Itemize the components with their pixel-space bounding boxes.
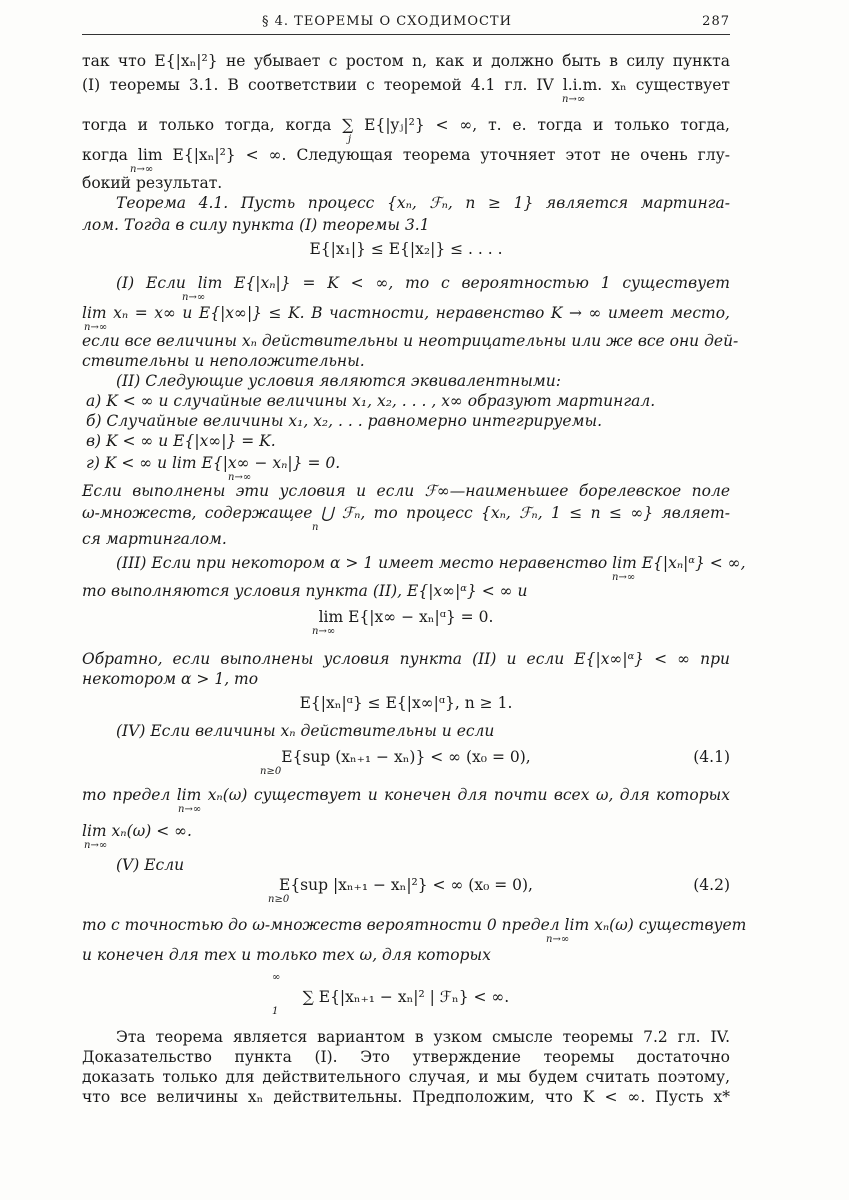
condition-a: а) K < ∞ и случайные величины x₁, x₂, . . . , x∞ образуют мартингал.: [86, 392, 656, 410]
text-line: доказать только для действительного случая, и мы будем считать поэтому,: [82, 1068, 730, 1086]
display-formula: E{sup (xₙ₊₁ − xₙ)} < ∞ (x₀ = 0),: [281, 748, 531, 766]
subscript: n→∞: [84, 322, 108, 333]
display-formula: ∑ E{|xₙ₊₁ − xₙ|² | ℱₙ} < ∞.: [302, 988, 510, 1006]
theorem-line: лом. Тогда в силу пункта (I) теоремы 3.1: [82, 216, 430, 234]
display-formula: E{|xₙ|ᵅ} ≤ E{|x∞|ᵅ}, n ≥ 1.: [299, 694, 513, 712]
text-line: бокий результат.: [82, 174, 223, 192]
section-title: § 4. ТЕОРЕМЫ О СХОДИМОСТИ: [262, 14, 512, 29]
theorem-line: то предел lim xₙ(ω) существует и конечен для почти всех ω, для которых: [82, 786, 730, 804]
subscript: n≥0: [268, 894, 290, 905]
theorem-line: (I) Если lim E{|xₙ|} = K < ∞, то с вероятностью 1 существует: [116, 274, 730, 292]
theorem-line: lim xₙ = x∞ и E{|x∞|} ≤ K. В частности, неравенство K → ∞ имеет место,: [82, 304, 730, 322]
text-line: так что E{|xₙ|²} не убывает с ростом n, как и должно быть в силу пункта: [82, 52, 730, 70]
condition-b: б) Случайные величины x₁, x₂, . . . равномерно интегрируемы.: [86, 412, 602, 430]
theorem-line: и конечен для тех и только тех ω, для которых: [82, 946, 491, 964]
subscript: j: [348, 134, 352, 145]
page-number: 287: [702, 14, 730, 29]
display-formula: E{|x₁|} ≤ E{|x₂|} ≤ . . . .: [309, 240, 503, 258]
theorem-line: то с точностью до ω-множеств вероятности 0 предел lim xₙ(ω) существует: [82, 916, 747, 934]
theorem-line: (V) Если: [116, 856, 185, 874]
book-page: [82, 10, 747, 1106]
display-formula: E{sup |xₙ₊₁ − xₙ|²} < ∞ (x₀ = 0),: [279, 876, 533, 894]
subscript: n≥0: [260, 766, 282, 777]
subscript: n: [312, 522, 319, 533]
subscript: n→∞: [182, 292, 206, 303]
condition-c: в) K < ∞ и E{|x∞|} = K.: [86, 432, 276, 450]
theorem-line: lim xₙ(ω) < ∞.: [82, 822, 192, 840]
subscript: n→∞: [312, 626, 336, 637]
subscript: ∞: [272, 972, 281, 983]
subscript: n→∞: [228, 472, 252, 483]
theorem-line: если все величины xₙ действительны и неотрицательны или же все они дей-: [82, 332, 739, 350]
subscript: n→∞: [562, 94, 586, 105]
condition-d: г) K < ∞ и lim E{|x∞ − xₙ|} = 0.: [86, 454, 341, 472]
equation-number: (4.2): [693, 876, 730, 894]
display-formula: lim E{|x∞ − xₙ|ᵅ} = 0.: [318, 608, 494, 626]
subscript: n→∞: [546, 934, 570, 945]
text-line: (I) теоремы 3.1. В соответствии с теоремой 4.1 гл. IV l.i.m. xₙ существует: [82, 76, 730, 94]
text-line: что все величины xₙ действительны. Предположим, что K < ∞. Пусть x*: [82, 1088, 730, 1106]
theorem-line: Теорема 4.1. Пусть процесс {xₙ, ℱₙ, n ≥ 1} является мартинга-: [116, 194, 730, 212]
theorem-line: (IV) Если величины xₙ действительны и если: [116, 722, 495, 740]
equation-number: (4.1): [693, 748, 730, 766]
running-header: [82, 10, 730, 35]
subscript: 1: [272, 1006, 279, 1017]
theorem-line: ствительны и неположительны.: [82, 352, 365, 370]
theorem-line: ся мартингалом.: [82, 530, 227, 548]
subscript: n→∞: [178, 804, 202, 815]
text-line: когда lim E{|xₙ|²} < ∞. Следующая теорема уточняет этот не очень глу-: [82, 146, 730, 164]
proof-line: Доказательство пункта (I). Это утверждение теоремы достаточно: [82, 1048, 730, 1066]
theorem-line: (II) Следующие условия являются эквивалентными:: [116, 372, 561, 390]
theorem-line: то выполняются условия пункта (II), E{|x∞|ᵅ} < ∞ и: [82, 582, 528, 600]
theorem-line: Обратно, если выполнены условия пункта (II) и если E{|x∞|ᵅ} < ∞ при: [82, 650, 730, 668]
text-line: тогда и только тогда, когда ∑ E{|yⱼ|²} < ∞, т. е. тогда и только тогда,: [82, 116, 730, 134]
theorem-line: некотором α > 1, то: [82, 670, 259, 688]
text-line: Эта теорема является вариантом в узком смысле теоремы 7.2 гл. IV.: [116, 1028, 730, 1046]
theorem-line: (III) Если при некотором α > 1 имеет место неравенство lim E{|xₙ|ᵅ} < ∞,: [116, 554, 746, 572]
subscript: n→∞: [130, 164, 154, 175]
theorem-line: ω-множеств, содержащее ⋃ ℱₙ, то процесс {xₙ, ℱₙ, 1 ≤ n ≤ ∞} являет-: [82, 504, 730, 522]
subscript: n→∞: [612, 572, 636, 583]
subscript: n→∞: [84, 840, 108, 851]
theorem-line: Если выполнены эти условия и если ℱ∞—наименьшее борелевское поле: [82, 482, 730, 500]
